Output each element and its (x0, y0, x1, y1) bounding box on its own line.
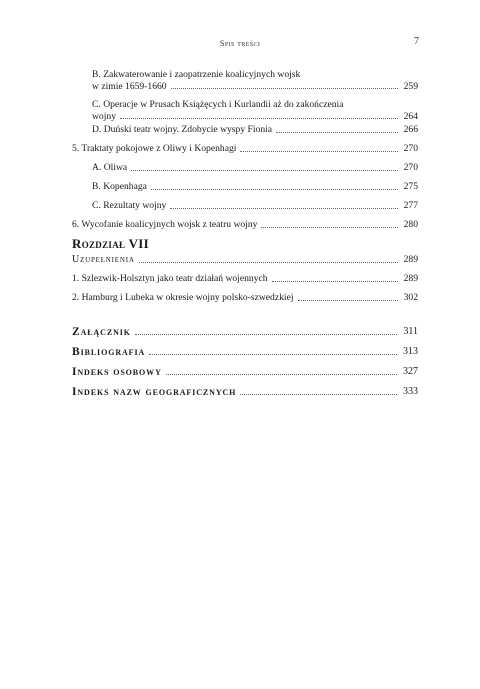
toc-entry-text: 5. Traktaty pokojowe z Oliwy i Kopenhagi (72, 143, 237, 154)
dot-leader (240, 151, 397, 152)
dot-leader (171, 88, 398, 89)
toc-entry-page: 277 (403, 200, 418, 211)
toc-entry-text-line1: B. Zakwaterowanie i zaopatrzenie koalicyjnych wojsk (92, 69, 301, 80)
toc-entry-page: 264 (403, 110, 418, 122)
toc-entry-text: 2. Hamburg i Lubeka w okresie wojny polsko-szwedzkiej (72, 292, 294, 303)
toc-entry-dunski-teatr (92, 124, 418, 136)
running-header-page-number: 7 (414, 36, 419, 47)
toc-entry-indeks-osobowy (72, 366, 418, 378)
toc-entry-text: Indeks osobowy (72, 366, 162, 378)
toc-entry-page: 311 (403, 326, 418, 337)
toc-entry-bibliografia (72, 346, 418, 358)
dot-leader (135, 334, 397, 335)
toc-entry-hamburg (72, 292, 418, 304)
toc-entry-text-line2: wojny (92, 110, 116, 122)
toc-entry-page: 333 (403, 386, 418, 397)
dot-leader (240, 394, 397, 395)
toc-entry-operacje (92, 99, 418, 122)
toc-entry-page: 270 (403, 143, 418, 154)
toc-entry-page: 266 (403, 124, 418, 135)
toc-entry-zakwaterowanie (92, 69, 418, 92)
dot-leader (272, 281, 398, 282)
dot-leader (166, 374, 397, 375)
toc-entry-traktaty (72, 143, 418, 155)
toc-entry-wycofanie (72, 219, 418, 231)
toc-entry-oliwa (92, 162, 418, 174)
toc-entry-text: A. Oliwa (92, 162, 128, 173)
dot-leader (298, 300, 398, 301)
toc-entry-text: 1. Szlezwik-Holsztyn jako teatr działań wojennych (72, 273, 268, 284)
dot-leader (170, 208, 397, 209)
toc-entry-text: C. Rezultaty wojny (92, 200, 167, 211)
toc-entry-page: 327 (403, 366, 418, 377)
toc-entry-page: 275 (403, 181, 418, 192)
toc-entry-kopenhaga (92, 181, 418, 193)
toc-entry-page: 313 (403, 346, 418, 357)
toc-entry-text: D. Duński teatr wojny. Zdobycie wyspy Fionia (92, 124, 273, 135)
toc-entry-text: Załącznik (72, 326, 131, 338)
toc-entry-page: 259 (403, 80, 418, 92)
toc-entry-szlezwik (72, 273, 418, 285)
dot-leader (120, 118, 398, 119)
toc-entry-text: Bibliografia (72, 346, 146, 358)
toc-entry-page: 289 (403, 273, 418, 284)
toc-entry-uzupelnienia (72, 254, 418, 266)
toc-entry-page: 280 (403, 219, 418, 230)
toc-entry-page: 289 (403, 254, 418, 265)
running-header-title: Spis treści (219, 38, 261, 48)
toc-entry-indeks-geograficzny (72, 386, 418, 398)
dot-leader (261, 227, 397, 228)
chapter-heading: Rozdział VII (72, 236, 150, 251)
toc-entry-page: 270 (403, 162, 418, 173)
toc-entry-text: B. Kopenhaga (92, 181, 147, 192)
toc-entry-page: 302 (403, 292, 418, 303)
toc-entry-text: Indeks nazw geograficznych (72, 386, 237, 398)
dot-leader (276, 132, 398, 133)
toc-entry-rezultaty (92, 200, 418, 212)
toc-entry-zalacznik (72, 326, 418, 338)
chapter-subtitle: Uzupełnienia (72, 254, 135, 265)
dot-leader (149, 354, 397, 355)
toc-entry-text-line1: C. Operacje w Prusach Książęcych i Kurlandii aż do zakończenia (92, 99, 344, 110)
dot-leader (139, 262, 398, 263)
dot-leader (131, 170, 397, 171)
toc-entry-text: 6. Wycofanie koalicyjnych wojsk z teatru wojny (72, 219, 258, 230)
toc-entry-text-line2: w zimie 1659-1660 (92, 80, 167, 92)
dot-leader (151, 189, 398, 190)
